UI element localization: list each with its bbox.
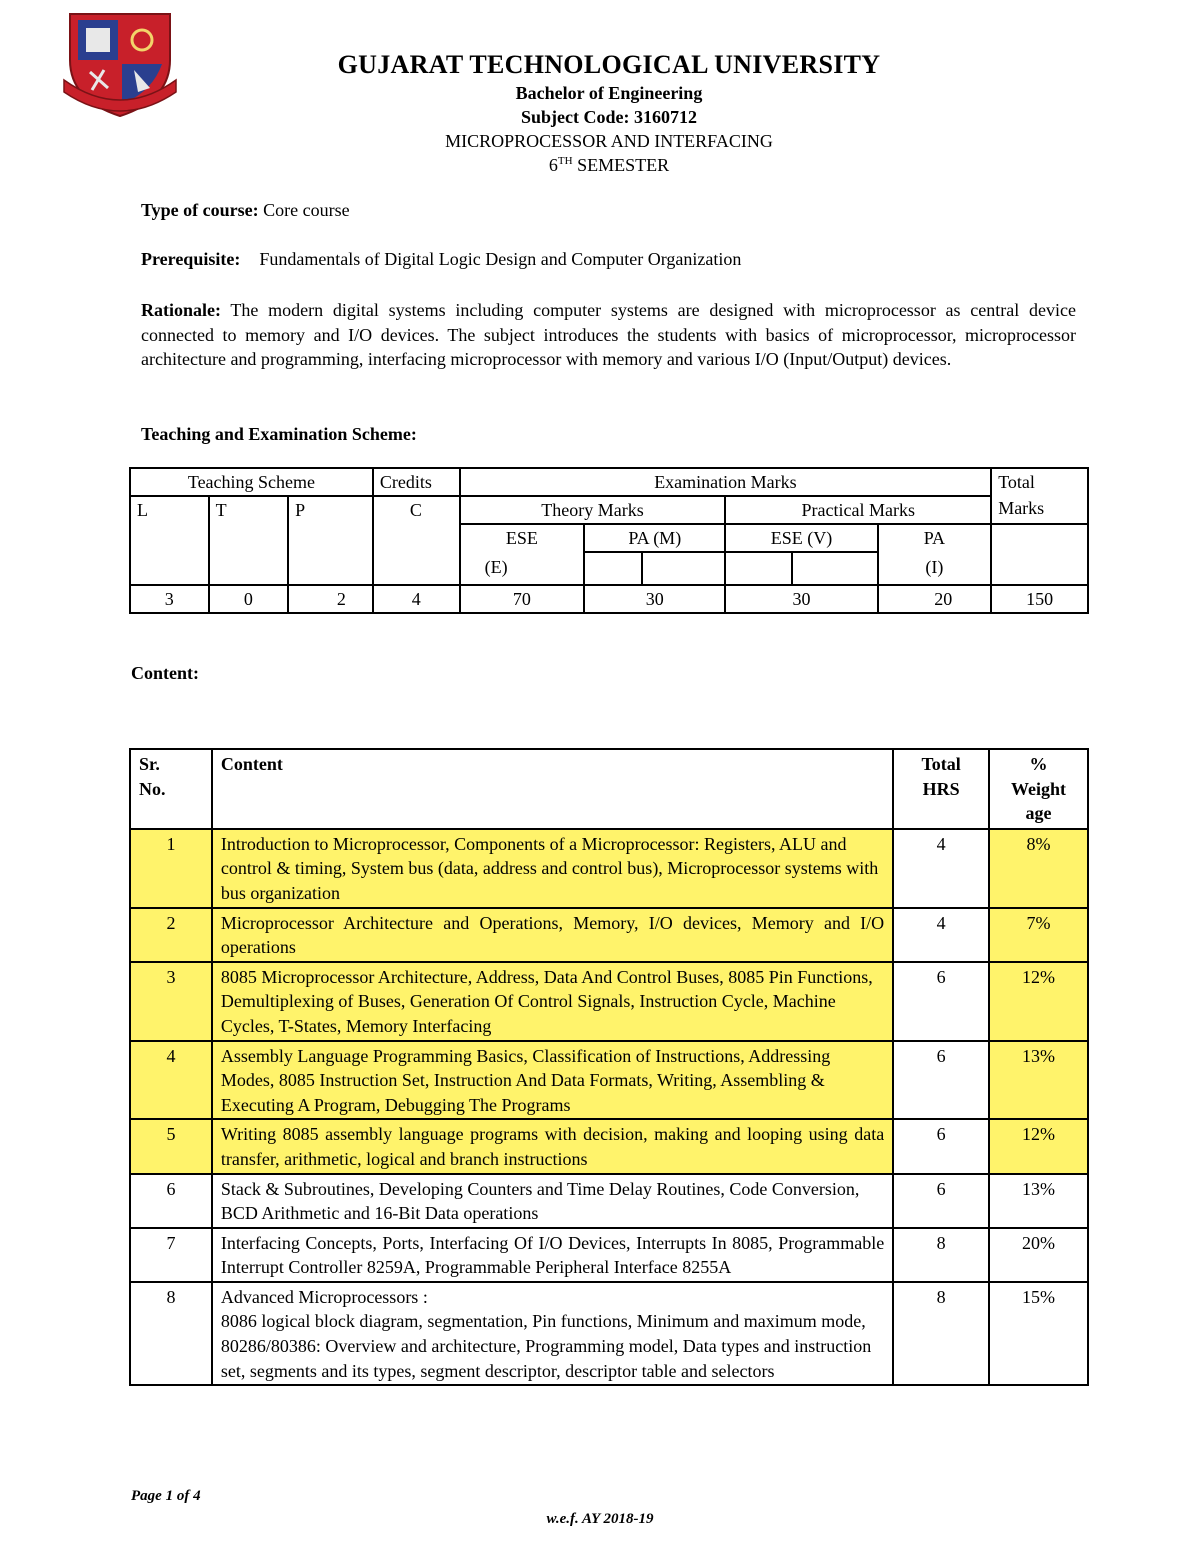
content-weightage: 20% [989, 1228, 1088, 1282]
pa-m-subcell-2 [642, 552, 726, 585]
hrs-label: HRS [922, 778, 960, 799]
course-type-label: Type of course: [141, 200, 259, 220]
content-table [129, 748, 1089, 1386]
content-topic-text: 8086 logical block diagram, segmentation, Pin functions, Minimum and maximum mode, 80286/80386: Overview and architecture, Programming model, Data types and instruction set, segments and its types, segment descriptor, descriptor table and selectors [220, 1311, 872, 1381]
content-topic-text: 8085 Microprocessor Architecture, Address, Data And Control Buses, 8085 Pin Functions, Demultiplexing of Buses, Generation Of Control Signals, Instruction Cycle, Machine Cycles, T-States, Memory Interfacing [220, 966, 873, 1036]
scheme-header-row-2 [130, 496, 1088, 524]
total-hrs-header [893, 749, 989, 829]
content-topic-text: Microprocessor Architecture and Operations, Memory, I/O devices, Memory and I/O operations [220, 912, 885, 958]
content-row [130, 1174, 1088, 1228]
sr-no-header [130, 749, 212, 829]
course-type [141, 198, 1076, 223]
content-row [130, 829, 1088, 908]
value-pa: 20 [878, 585, 992, 613]
marks-label: Marks [998, 498, 1045, 518]
scheme-heading [141, 422, 1076, 447]
content-hours: 4 [893, 908, 989, 962]
p-header: P [288, 496, 373, 585]
content-topic-text: Introduction to Microprocessor, Components of a Microprocessor: Registers, ALU and control & timing, System bus (data, address and control bus), Microprocessor systems with bus organization [220, 833, 879, 903]
content-sr-no: 7 [130, 1228, 212, 1282]
value-pa-m: 30 [584, 585, 725, 613]
content-description [212, 1174, 893, 1228]
content-sr-no: 8 [130, 1282, 212, 1385]
exam-marks-header: Examination Marks [460, 468, 992, 496]
weightage-header [989, 749, 1088, 829]
rationale-label: Rationale: [141, 300, 221, 320]
content-hours: 4 [893, 829, 989, 908]
content-description [212, 1041, 893, 1120]
content-row [130, 1119, 1088, 1173]
content-row [130, 1228, 1088, 1282]
teaching-exam-scheme-table [129, 467, 1089, 614]
pa-header [878, 524, 992, 585]
content-topic-text: Assembly Language Programming Basics, Classification of Instructions, Addressing Modes, 8085 Instruction Set, Instruction And Data Formats, Writing, Assembling & Executing A Program, Debugging The Programs [220, 1045, 831, 1115]
value-c: 4 [373, 585, 460, 613]
semester-word: SEMESTER [572, 155, 670, 175]
effective-year: w.e.f. AY 2018-19 [546, 1511, 654, 1527]
ese-label: ESE [505, 528, 538, 548]
subject-code: Subject Code: 3160712 [521, 107, 697, 127]
content-weightage: 12% [989, 1119, 1088, 1173]
pa-label: PA [923, 528, 946, 548]
total-marks-header [991, 468, 1088, 524]
credits-header: Credits [373, 468, 460, 496]
content-heading [131, 661, 1076, 686]
content-sr-no: 4 [130, 1041, 212, 1120]
content-row [130, 1041, 1088, 1120]
course-type-value: Core course [258, 200, 350, 220]
content-sr-no: 1 [130, 829, 212, 908]
content-sr-no: 6 [130, 1174, 212, 1228]
theory-marks-header: Theory Marks [460, 496, 726, 524]
university-name: GUJARAT TECHNOLOGICAL UNIVERSITY [337, 50, 881, 79]
subject-name: MICROPROCESSOR AND INTERFACING [445, 131, 773, 151]
rationale-text: The modern digital systems including computer systems are designed with microprocessor as central device connected to memory and I/O devices. The subject introduces the students with basics of microprocessor, microprocessor architecture and programming, interfacing microprocessor with memory and various I/O (Input/Output) devices. [141, 300, 1076, 370]
weight-label: Weight [1011, 778, 1067, 799]
prerequisite-value: Fundamentals of Digital Logic Design and Computer Organization [259, 249, 742, 269]
content-hours: 6 [893, 1119, 989, 1173]
value-ese-v: 30 [725, 585, 877, 613]
t-header: T [209, 496, 289, 585]
content-weightage: 13% [989, 1041, 1088, 1120]
pa-m-subcell-1 [584, 552, 642, 585]
degree-name: Bachelor of Engineering [515, 83, 703, 103]
content-description [212, 829, 893, 908]
value-p: 2 [288, 585, 373, 613]
content-heading-text: Content: [131, 663, 199, 683]
content-sr-no: 3 [130, 962, 212, 1041]
content-description [212, 1119, 893, 1173]
content-description [212, 908, 893, 962]
semester [0, 153, 1200, 177]
prerequisite-label: Prerequisite: [141, 249, 241, 269]
content-row [130, 908, 1088, 962]
scheme-values-row [130, 585, 1088, 613]
content-topic-text: Writing 8085 assembly language programs with decision, making and looping using data transfer, arithmetic, logical and branch instructions [220, 1124, 885, 1169]
total-label: Total [998, 472, 1035, 492]
content-hours: 6 [893, 1174, 989, 1228]
value-l: 3 [130, 585, 209, 613]
content-sr-no: 2 [130, 908, 212, 962]
l-header: L [130, 496, 209, 585]
content-description [212, 1228, 893, 1282]
semester-number: 6 [548, 155, 558, 175]
ese-v-subcell-2 [792, 552, 878, 585]
document-header [0, 50, 1200, 177]
pct-label: % [1029, 754, 1048, 774]
content-topic-text: Interfacing Concepts, Ports, Interfacing Of I/O Devices, Interrupts In 8085, Programmable Interrupt Controller 8259A, Programmable Peripheral Interface 8255A [220, 1232, 885, 1278]
content-topic-title: Advanced Microprocessors : [220, 1286, 428, 1307]
content-weightage: 12% [989, 962, 1088, 1041]
content-hours: 8 [893, 1228, 989, 1282]
content-header: Content [212, 749, 893, 829]
ese-v-subcell-1 [725, 552, 792, 585]
practical-marks-header: Practical Marks [725, 496, 991, 524]
content-weightage: 15% [989, 1282, 1088, 1385]
content-weightage: 7% [989, 908, 1088, 962]
ese-e-label: (E) [484, 557, 508, 577]
content-sr-no: 5 [130, 1119, 212, 1173]
page-number: Page 1 of 4 [131, 1488, 201, 1504]
c-header: C [373, 496, 460, 585]
content-weightage: 8% [989, 829, 1088, 908]
sr-label: Sr. [139, 754, 160, 774]
content-weightage: 13% [989, 1174, 1088, 1228]
scheme-heading-text: Teaching and Examination Scheme: [141, 424, 417, 444]
content-description [212, 962, 893, 1041]
content-rows [130, 829, 1088, 1385]
value-t: 0 [209, 585, 289, 613]
total-label: Total [921, 754, 961, 774]
content-row [130, 1282, 1088, 1385]
content-description [212, 1282, 893, 1385]
value-total: 150 [991, 585, 1088, 613]
content-topic-text: Stack & Subroutines, Developing Counters and Time Delay Routines, Code Conversion, BCD Arithmetic and 16-Bit Data operations [220, 1178, 860, 1224]
content-hours: 6 [893, 1041, 989, 1120]
value-ese: 70 [460, 585, 584, 613]
age-label: age [1025, 803, 1052, 824]
teaching-scheme-header: Teaching Scheme [130, 468, 373, 496]
content-header-row [130, 749, 1088, 829]
pa-m-header: PA (M) [584, 524, 725, 552]
total-marks-empty [991, 524, 1088, 585]
ese-v-header: ESE (V) [725, 524, 877, 552]
semester-suffix: TH [557, 155, 573, 167]
rationale [141, 298, 1076, 372]
content-hours: 6 [893, 962, 989, 1041]
pa-i-label: (I) [925, 557, 944, 577]
scheme-header-row-1 [130, 468, 1088, 496]
ese-header [460, 524, 584, 585]
content-hours: 8 [893, 1282, 989, 1385]
content-row [130, 962, 1088, 1041]
prerequisite [141, 247, 1076, 272]
no-label: No. [139, 778, 166, 799]
